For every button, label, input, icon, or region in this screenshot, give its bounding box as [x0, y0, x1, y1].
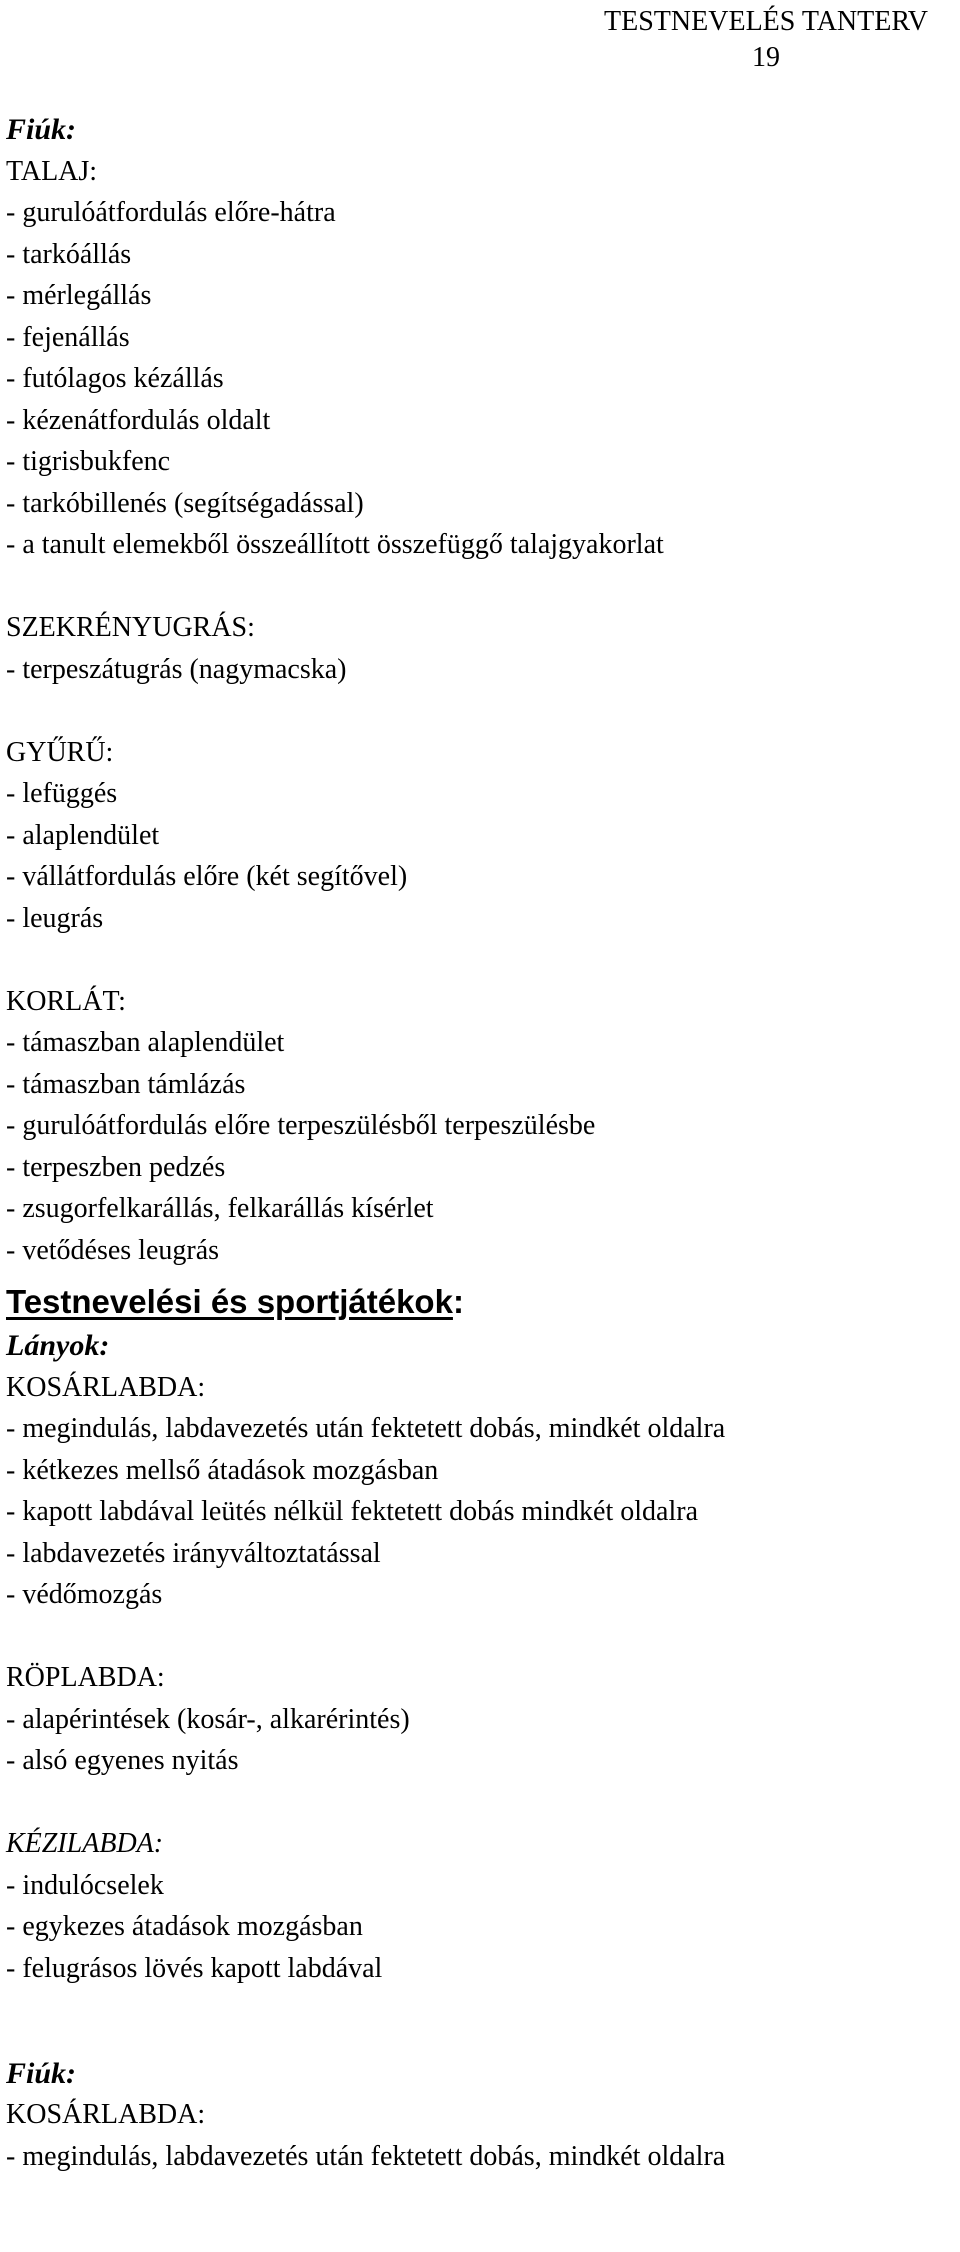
page-content — [6, 109, 956, 2177]
list-item: - fejenállás — [6, 321, 130, 353]
list-item: - tarkóbillenés (segítségadással) — [6, 487, 364, 519]
group-heading-szekrenyugras: SZEKRÉNYUGRÁS: — [6, 612, 255, 643]
list-item: - labdavezetés irányváltoztatással — [6, 1537, 381, 1569]
list-item: - alapérintések (kosár-, alkarérintés) — [6, 1703, 410, 1735]
list-item: - alaplendület — [6, 819, 160, 851]
group-heading-roplabda: RÖPLABDA: — [6, 1662, 165, 1693]
list-item: - futólagos kézállás — [6, 363, 224, 394]
list-item: - tarkóállás — [6, 238, 132, 270]
list-item: - megindulás, labdavezetés után fektetett dobás, mindkét oldalra — [6, 2140, 726, 2172]
page-number: 19 — [752, 42, 781, 73]
list-item: - védőmozgás — [6, 1579, 163, 1610]
group-heading-korlat: KORLÁT: — [6, 985, 126, 1017]
page-header — [604, 4, 928, 76]
group-heading-kosarlabda-boys: KOSÁRLABDA: — [6, 2099, 206, 2130]
list-item: - támaszban támlázás — [6, 1068, 246, 1100]
list-item: - terpeszben pedzés — [6, 1151, 226, 1183]
list-item: - egykezes átadások mozgásban — [6, 1911, 363, 1942]
list-item: - kézenátfordulás oldalt — [6, 404, 271, 436]
list-item: - kétkezes mellső átadások mozgásban — [6, 1454, 439, 1486]
list-item: - indulócselek — [6, 1869, 164, 1901]
list-item: - megindulás, labdavezetés után fektetett dobás, mindkét oldalra — [6, 1413, 726, 1444]
list-item: - terpeszátugrás (nagymacska) — [6, 653, 347, 685]
list-item: - tigrisbukfenc — [6, 446, 171, 477]
list-item: - támaszban alaplendület — [6, 1027, 285, 1058]
boys-label-games: Fiúk: — [6, 2056, 77, 2090]
list-item: - alsó egyenes nyitás — [6, 1745, 239, 1776]
boys-label: Fiúk: — [6, 113, 77, 146]
list-item: - gurulóátfordulás előre-hátra — [6, 197, 336, 228]
list-item: - leugrás — [6, 902, 104, 934]
list-item: - vállátfordulás előre (két segítővel) — [6, 861, 408, 892]
group-heading-gyuru: GYŰRŰ: — [6, 736, 114, 768]
section-title-text: Testnevelési és sportjátékok — [6, 1283, 453, 1320]
list-item: - a tanult elemekből összeállított összefüggő talajgyakorlat — [6, 529, 664, 560]
list-item: - mérlegállás — [6, 280, 152, 311]
list-item: - vetődéses leugrás — [6, 1234, 220, 1266]
list-item: - gurulóátfordulás előre terpeszülésből terpeszülésbe — [6, 1110, 596, 1141]
section-title — [6, 1279, 956, 1325]
list-item: - kapott labdával leütés nélkül fektetett dobás mindkét oldalra — [6, 1496, 699, 1527]
girls-label: Lányok: — [6, 1329, 110, 1362]
header-title: TESTNEVELÉS TANTERV — [604, 6, 928, 37]
group-heading-kezilabda: KÉZILABDA: — [6, 1828, 164, 1859]
list-item: - lefüggés — [6, 778, 118, 809]
group-heading-talaj: TALAJ: — [6, 155, 98, 187]
list-item: - felugrásos lövés kapott labdával — [6, 1952, 383, 1984]
group-heading-kosarlabda: KOSÁRLABDA: — [6, 1371, 206, 1403]
section-title-suffix: : — [452, 1283, 464, 1320]
list-item: - zsugorfelkarállás, felkarállás kísérlet — [6, 1193, 434, 1224]
